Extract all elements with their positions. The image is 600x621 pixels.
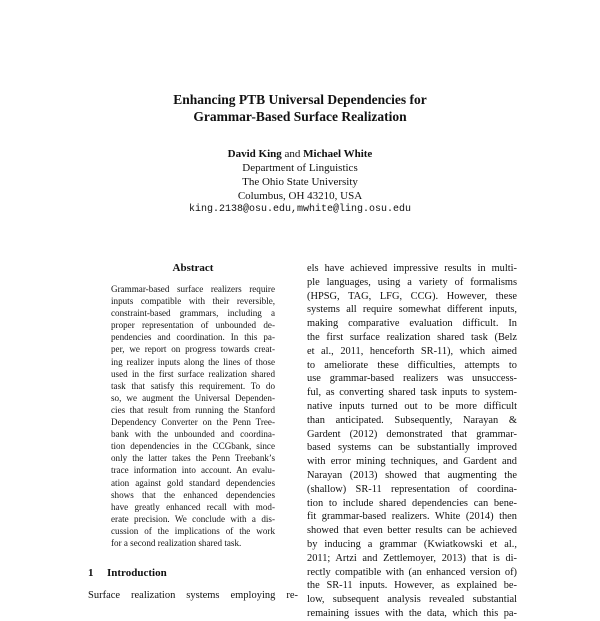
body-line: rectly compatible with (an enhanced version of): [307, 566, 517, 578]
body-line: (shallow) SR-11 representation of coordina-: [307, 483, 517, 495]
body-line: ful, as converting shared task inputs to system-: [307, 387, 517, 399]
abstract-line: used in the first surface realization shared: [111, 368, 275, 379]
body-line: Narayan (2013) showed that augmenting the: [307, 469, 517, 481]
affiliation-university: The Ohio State University: [242, 176, 358, 188]
body-line: based systems can be substantially improved: [307, 442, 517, 454]
author-line: [0, 147, 600, 161]
abstract-line: per, we report on progress towards creat-: [111, 344, 275, 355]
body-line: than anticipated. Subsequently, Narayan &: [307, 414, 517, 426]
abstract-line: cussion of the implications of the work: [111, 525, 275, 536]
affiliation-department: Department of Linguistics: [242, 162, 358, 174]
abstract-line: have greatly enhanced recall with mod-: [111, 501, 275, 512]
body-line: low, subsequent analysis revealed substantial: [307, 594, 517, 606]
abstract-line: so, we augment the Universal Dependen-: [111, 392, 275, 403]
abstract-line: ing realizer inputs along the lines of those: [111, 356, 275, 367]
abstract-line: task that satisfy this requirement. To do: [111, 380, 275, 391]
abstract-line: inputs compatible with their reversible,: [111, 296, 275, 307]
abstract-line: erate precision. We conclude with a dis-: [111, 513, 275, 524]
abstract-heading: Abstract: [172, 262, 214, 274]
body-line: els have achieved impressive results in multi-: [307, 263, 517, 274]
body-line: tion to include shared dependencies can bene-: [307, 497, 517, 509]
abstract-line: tion dependencies in the CCGbank, since: [111, 441, 275, 452]
abstract-line: pendencies and coordination. In this pa-: [111, 332, 275, 343]
body-line: native inputs turned out to be more difficult: [307, 400, 517, 412]
abstract-line: Grammar-based surface realizers require: [111, 284, 275, 294]
paper-title-line-1: Enhancing PTB Universal Dependencies for: [173, 92, 427, 107]
intro-first-line: Surface realization systems employing re-: [88, 590, 298, 601]
body-line: with error mining techniques, and Gardent and: [307, 456, 517, 468]
body-line: 2011; Artzi and Zettlemoyer, 2013) that is di-: [307, 552, 517, 564]
abstract-line: for a second realization shared task.: [111, 537, 242, 548]
paper-title-line-2: Grammar-Based Surface Realization: [193, 109, 407, 124]
abstract-line: ation against gold standard dependencies: [111, 477, 275, 488]
right-column-body: [307, 262, 517, 621]
abstract-line: Dependency Converter on the Penn Tree-: [111, 417, 275, 428]
abstract-line: constraint-based grammars, including a: [111, 308, 275, 319]
body-line: by inducing a grammar (Kwiatkowski et al.,: [307, 538, 517, 550]
body-line: (HPSG, TAG, LFG, CCG). However, these: [307, 290, 517, 302]
body-line: the SR-11 inputs. However, as explained be-: [307, 580, 517, 592]
body-line: et al., 2011, henceforth SR-11), which aimed: [307, 345, 517, 357]
body-line: fit grammar-based realizers. White (2014) then: [307, 511, 517, 523]
author-name: David King: [227, 148, 282, 160]
body-line: Gardent (2012) demonstrated that grammar-: [307, 428, 517, 440]
abstract-body: [111, 283, 275, 549]
body-line: to ameliorate these difficulties, attempts to: [307, 359, 517, 371]
author-conjunction: and: [284, 148, 301, 160]
body-line: making comparative evaluation difficult. In: [307, 318, 517, 330]
body-line: the first surface realization shared task (Belz: [307, 331, 517, 343]
abstract-line: trace information into account. An evalu-: [111, 465, 275, 476]
abstract-line: proper representation of unbounded de-: [111, 320, 275, 331]
body-line: ple languages, using a variety of formalisms: [307, 276, 517, 288]
abstract-line: shows that the enhanced dependencies: [111, 489, 275, 500]
section-number: 1: [88, 567, 94, 579]
body-line: use grammar-based realizers was unsuccess-: [307, 373, 517, 385]
author-emails: king.2138@osu.edu,mwhite@ling.osu.edu: [188, 204, 412, 215]
abstract-line: only the latter takes the Penn Treebank’s: [111, 453, 275, 464]
abstract-line: cies that result from running the Stanford: [111, 404, 275, 415]
body-line: remaining issues with the data, which this pa-: [307, 607, 517, 619]
abstract-line: bank with the unbounded and coordina-: [111, 429, 275, 440]
affiliation-address: Columbus, OH 43210, USA: [237, 190, 363, 202]
body-line: showed that even better results can be achieved: [307, 525, 517, 537]
body-line: systems all require somewhat different inputs,: [307, 304, 517, 316]
section-heading-introduction: [88, 567, 167, 579]
author-name: Michael White: [303, 148, 373, 160]
section-title: Introduction: [107, 567, 167, 579]
